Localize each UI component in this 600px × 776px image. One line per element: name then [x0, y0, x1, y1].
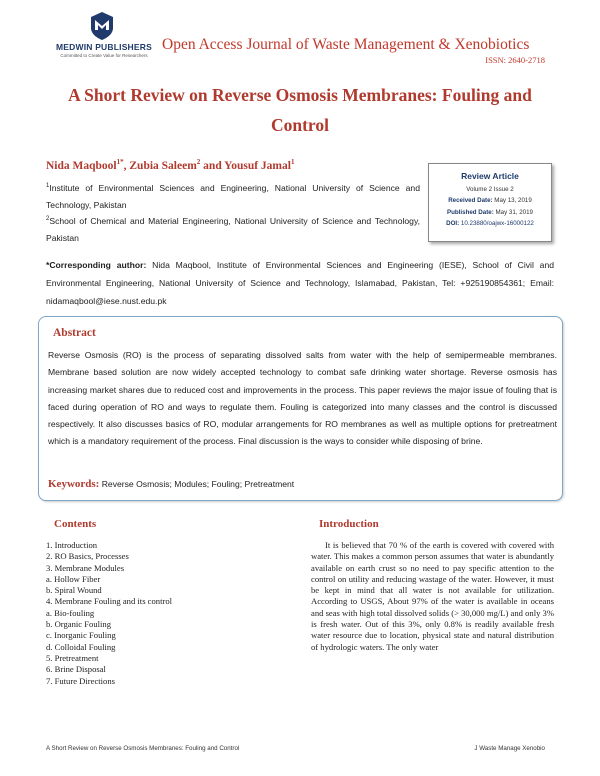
contents-item[interactable]: 6. Brine Disposal [46, 664, 106, 675]
affiliation [46, 211, 420, 247]
keywords-label: Keywords: [48, 478, 100, 490]
contents-item[interactable]: 5. Pretreatment [46, 652, 99, 663]
affiliation-sup: 2 [46, 216, 50, 222]
introduction-heading: Introduction [319, 518, 379, 530]
keywords [48, 478, 294, 490]
publisher-name: MEDWIN PUBLISHERS [56, 42, 152, 52]
corresponding-author [46, 256, 554, 310]
contents-item[interactable]: 2. RO Basics, Processes [46, 551, 129, 562]
medwin-logo-icon [90, 12, 114, 40]
affiliation-text: Institute of Environmental Sciences and Engineering, National University of Science and Technology, Pakistan [46, 182, 420, 210]
abstract-box [38, 316, 563, 501]
contents-list [46, 540, 172, 687]
published-value: May 31, 2019 [493, 208, 533, 216]
introduction-text: It is believed that 70 % of the earth is covered with covered with water. This makes a common person assumes that water is abundantly available on earth crust so no need to pay specific attention to the control on utility and reducing wastage of the water. However, it must be kept in mind that all water is not available for utilization. According to USGS, About 97% of the water is available in oceans and seas with high total dissolved solids (> 30,000 mg/L) and only 3% is fresh water. Out of this 3%, only 0.8% is readily available fresh water resource due to location, physical state and natural distribution of hydrologic waters. The only water [311, 540, 554, 652]
contents-item[interactable]: b. Organic Fouling [46, 619, 112, 630]
author-sup: 1 [290, 158, 295, 166]
doi-link[interactable]: 10.23880/oajwx-16000122 [459, 220, 534, 227]
contents-item[interactable]: 1. Introduction [46, 540, 98, 550]
contents-item[interactable]: 7. Future Directions [46, 675, 115, 686]
corresponding-label: *Corresponding author: [46, 260, 147, 270]
contents-item[interactable]: a. Bio-fouling [46, 607, 95, 618]
corresponding-text: Nida Maqbool, Institute of Environmental Sciences and Engineering (IESE), School of Civil and Environmental Engineering, National University of Science and Technology, Islamabad, Pakistan, Tel: +925190854361; Email: nidamaqbool@iese.nust.edu.pk [46, 260, 555, 306]
journal-title: Open Access Journal of Waste Management & Xenobiotics [162, 36, 530, 53]
published-date [429, 209, 551, 216]
footer-running-title: A Short Review on Reverse Osmosis Membranes: Fouling and Control [46, 745, 240, 752]
contents-heading: Contents [54, 518, 97, 530]
author-sep: , [123, 159, 130, 172]
author-name: Yousuf Jamal [224, 159, 291, 172]
author-name: Zubia Saleem [129, 159, 197, 172]
author-name: Nida Maqbool [46, 159, 117, 172]
doi[interactable] [429, 220, 551, 227]
contents-item[interactable]: a. Hollow Fiber [46, 573, 101, 584]
affiliation-sup: 1 [46, 183, 50, 189]
contents-item[interactable]: d. Colloidal Fouling [46, 641, 116, 652]
article-type: Review Article [461, 171, 519, 181]
issn: ISSN: 2640-2718 [485, 55, 545, 65]
author-sup: 2 [196, 158, 201, 166]
footer-journal-abbrev: J Waste Manage Xenobio [474, 745, 545, 752]
contents-item[interactable]: 4. Membrane Fouling and its control [46, 596, 173, 607]
received-label: Received Date: [448, 197, 493, 204]
published-label: Published Date: [447, 208, 494, 216]
affiliation [46, 178, 420, 214]
received-value: May 13, 2019 [492, 197, 532, 204]
doi-label: DOI: [446, 220, 460, 227]
contents-item[interactable]: 3. Membrane Modules [46, 562, 125, 573]
author-sup: 1* [116, 158, 124, 166]
abstract-heading: Abstract [53, 327, 96, 339]
contents-item[interactable]: c. Inorganic Fouling [46, 630, 116, 641]
received-date [429, 197, 551, 204]
abstract-text: Reverse Osmosis (RO) is the process of separating dissolved salts from water with the help of semipermeable membranes. Membrane based solution are now widely accepted technology to combat safe drinking water shortage. Reverse osmosis has increasing market shares due to reduced cost and improvements in the process. This paper reviews the major issue of fouling that is faced during operation of RO and ways to regulate them. Fouling is categorized into many classes and the control is discussed respectively. It also discusses basics of RO, modular arrangements for RO membranes as well as multiple options for pretreatment which is a mandatory requirement of the process. Final discussion is the ways to consider while disposing of brine. [48, 350, 557, 447]
author-sep: and [200, 159, 225, 172]
contents-item[interactable]: b. Spiral Wound [46, 585, 102, 596]
volume-issue: Volume 2 Issue 2 [466, 185, 514, 193]
publisher-tagline: Committed to Create Value for Researchers [60, 53, 148, 58]
paper-title: A Short Review on Reverse Osmosis Membranes: Fouling and Control [68, 85, 532, 135]
article-info-box [428, 163, 552, 242]
keywords-text: Reverse Osmosis; Modules; Fouling; Pretreatment [99, 479, 295, 489]
affiliation-text: School of Chemical and Material Engineering, National University of Science and Technology, Pakistan [46, 215, 420, 243]
author-list [46, 158, 294, 172]
